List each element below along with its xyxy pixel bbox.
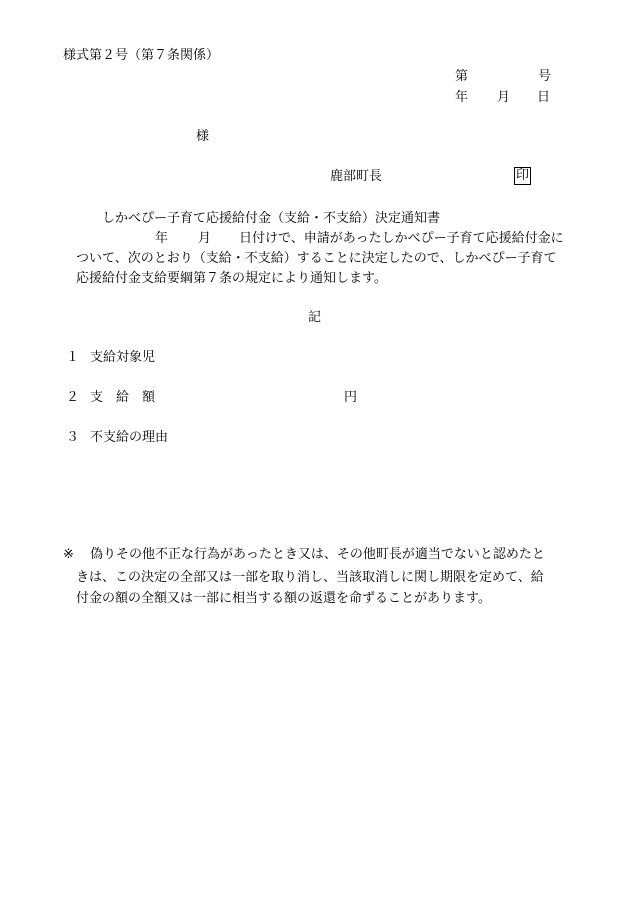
addressee-suffix: 様 bbox=[196, 129, 210, 144]
body-line-1: 日付けで、申請があったしかべぴー子育て応援給付金に bbox=[239, 231, 564, 246]
item-3-number: ３ bbox=[66, 430, 80, 445]
item-2-unit: 円 bbox=[344, 390, 358, 405]
document-title: しかべぴー子育て応援給付金（支給・不支給）決定通知書 bbox=[102, 211, 441, 226]
date-month: 月 bbox=[497, 90, 511, 105]
item-2-label: 支 給 額 bbox=[90, 390, 156, 405]
body-month: 月 bbox=[198, 231, 212, 246]
body-line-2: ついて、次のとおり（支給・不支給）することに決定したので、しかべぴー子育て bbox=[76, 251, 557, 266]
item-1-label: 支給対象児 bbox=[90, 350, 156, 365]
form-label: 様式第２号（第７条関係） bbox=[63, 48, 220, 63]
item-3-label: 不支給の理由 bbox=[90, 430, 169, 445]
body-year: 年 bbox=[155, 231, 169, 246]
note-line-1: 偽りその他不正な行為があったとき又は、その他町長が適当でないと認めたと bbox=[90, 547, 545, 562]
issuer: 鹿部町長 bbox=[330, 169, 383, 184]
date-year: 年 bbox=[455, 90, 469, 105]
item-1-number: １ bbox=[66, 350, 80, 365]
ki-heading: 記 bbox=[308, 310, 322, 325]
seal-mark bbox=[514, 167, 531, 185]
doc-number-suffix: 号 bbox=[538, 69, 552, 84]
date-day: 日 bbox=[537, 90, 551, 105]
item-2-number: ２ bbox=[66, 390, 80, 405]
body-line-3: 応援給付金支給要綱第７条の規定により通知します。 bbox=[76, 271, 387, 286]
note-line-2: きは、この決定の全部又は一部を取り消し、当該取消しに関し期限を定めて、給 bbox=[76, 570, 544, 585]
seal-text: 印 bbox=[516, 168, 530, 183]
doc-number-prefix: 第 bbox=[455, 69, 469, 84]
note-mark: ※ bbox=[63, 547, 74, 562]
note-line-3: 付金の額の全額又は一部に相当する額の返還を命ずることがあります。 bbox=[76, 591, 491, 606]
